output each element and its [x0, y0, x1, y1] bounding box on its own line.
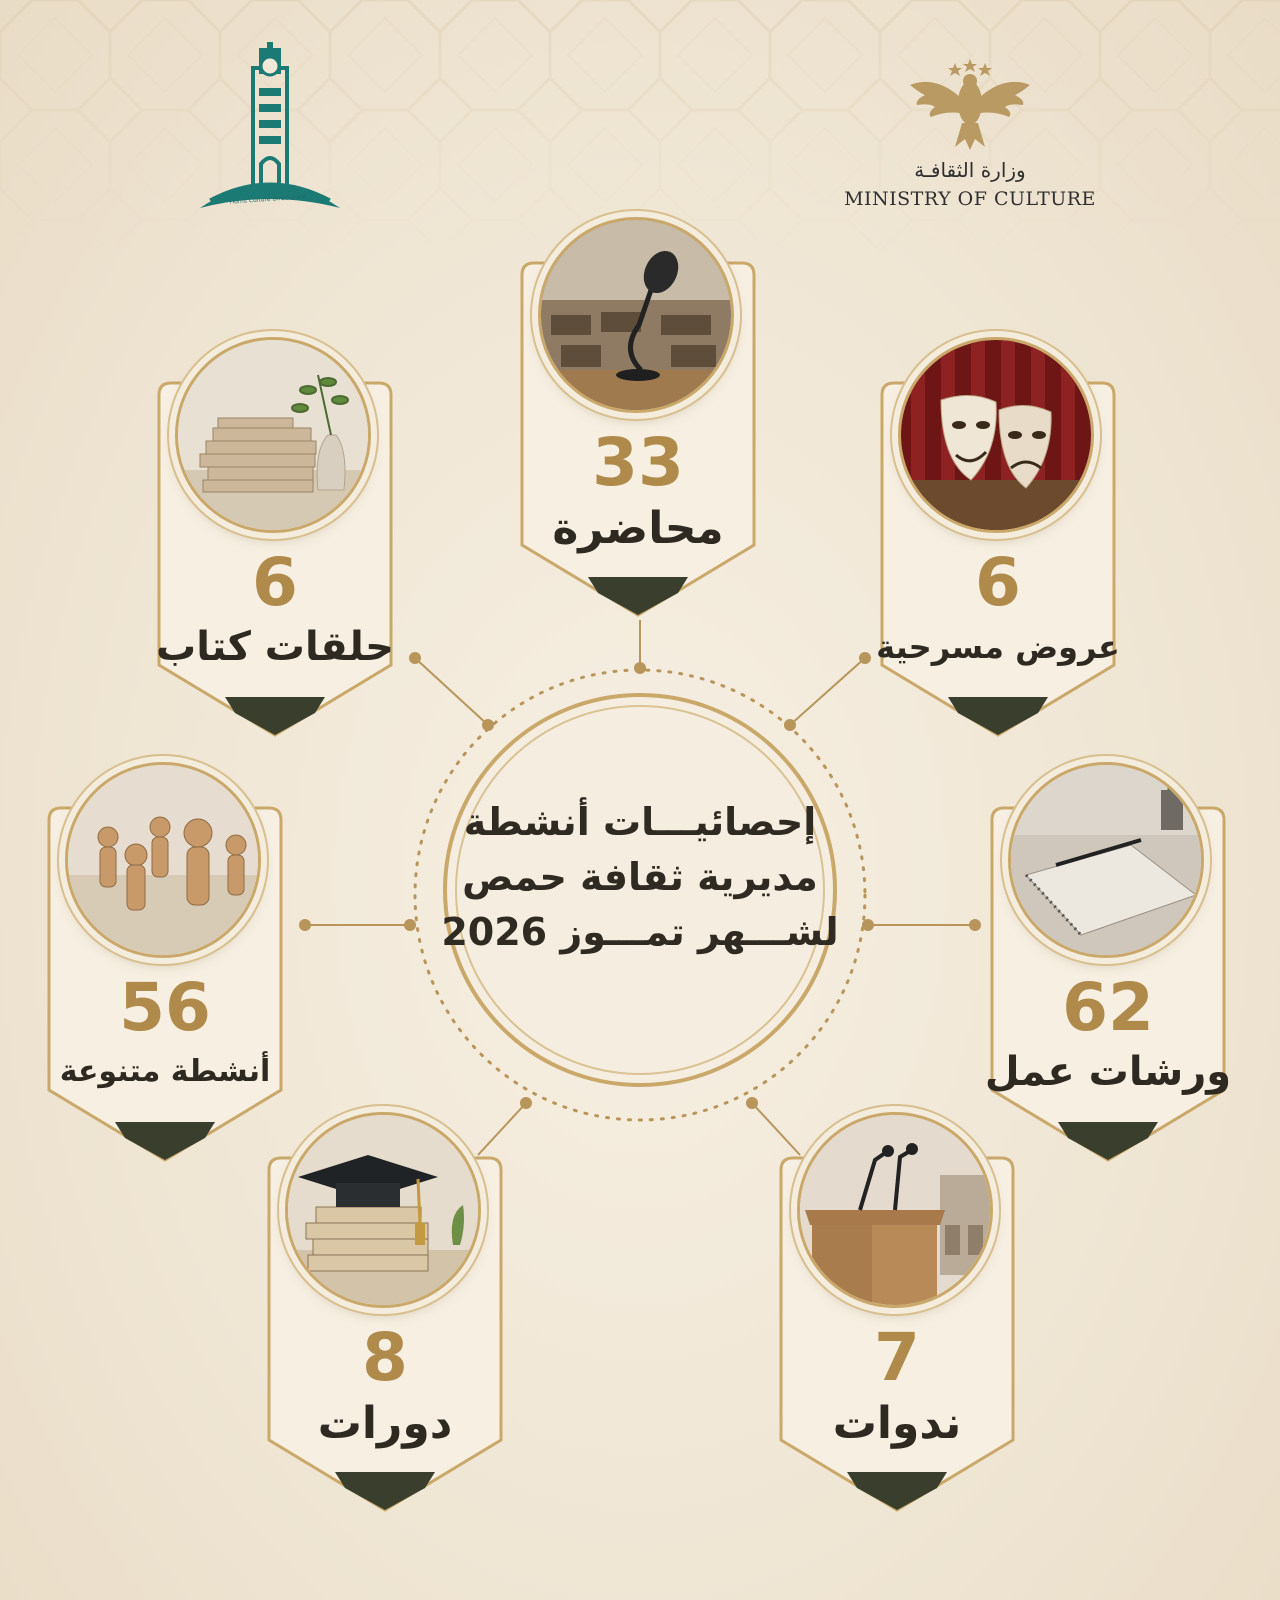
center-title-line2: مديرية ثقافة حمص — [462, 855, 818, 900]
stat-card-workshops — [978, 760, 1238, 1170]
center-title-circle — [440, 690, 840, 1090]
seminars-label: ندوات — [832, 1398, 962, 1449]
eagle-emblem-icon — [905, 55, 1035, 155]
courses-label: دورات — [317, 1398, 453, 1449]
stat-card-seminars — [767, 1110, 1027, 1520]
book-circles-count: 6 — [252, 544, 298, 621]
stat-card-theater — [868, 335, 1128, 745]
podium-icon — [797, 1112, 993, 1308]
ministry-name-arabic: وزارة الثقافـة — [914, 158, 1026, 182]
workshops-label: ورشات عمل — [984, 1049, 1232, 1095]
directorate-caption: Homs Culture Directorate — [229, 193, 307, 206]
ministry-name-english: MINISTRY OF CULTURE — [844, 188, 1096, 210]
figures-icon — [65, 762, 261, 958]
graduation-cap-icon — [285, 1112, 481, 1308]
center-title-line3: لشـــهر تمـــوز 2026 — [441, 910, 839, 955]
courses-count: 8 — [362, 1319, 408, 1396]
various-label: أنشطة متنوعة — [59, 1054, 271, 1089]
stat-card-courses — [255, 1110, 515, 1520]
lectures-label: محاضرة — [552, 503, 724, 554]
microphone-icon — [538, 217, 734, 413]
theater-label: عروض مسرحية — [876, 628, 1120, 666]
center-title-line1: إحصائيـــات أنشطة — [463, 800, 817, 844]
workshops-count: 62 — [1062, 969, 1154, 1046]
books-icon — [175, 337, 371, 533]
various-count: 56 — [119, 969, 211, 1046]
stat-card-book-circles — [145, 335, 405, 745]
seminars-count: 7 — [874, 1319, 920, 1396]
notebook-icon — [1008, 762, 1204, 958]
lectures-count: 33 — [592, 424, 684, 501]
theater-masks-icon — [898, 337, 1094, 533]
book-circles-label: حلقات كتاب — [156, 624, 394, 670]
stat-card-lectures — [508, 215, 768, 625]
stat-card-various — [35, 760, 295, 1170]
theater-count: 6 — [975, 544, 1021, 621]
